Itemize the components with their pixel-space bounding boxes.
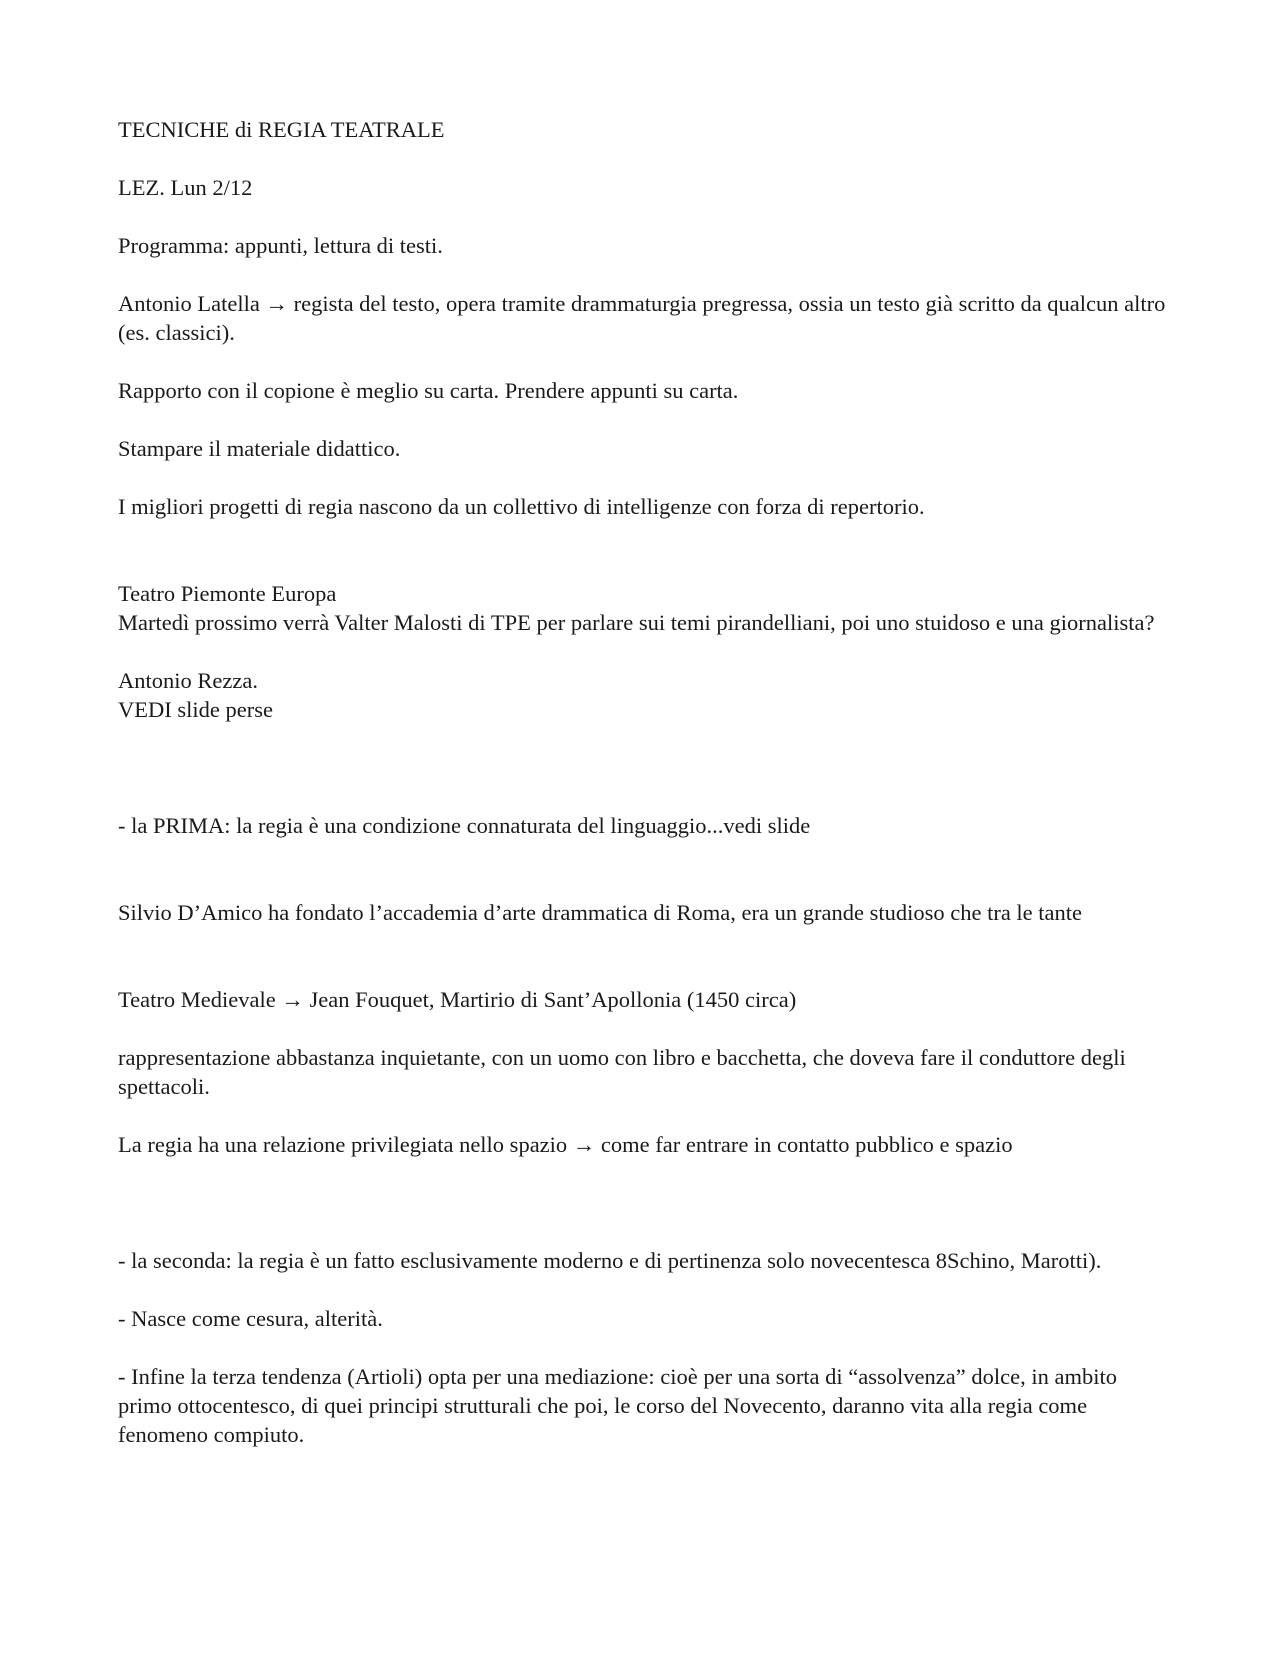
paragraph-stampare: Stampare il materiale didattico. xyxy=(118,436,401,461)
lesson-date: LEZ. Lun 2/12 xyxy=(118,175,253,200)
paragraph-malosti: Martedì prossimo verrà Valter Malosti di TPE per parlare sui temi pirandelliani, poi uno stuidoso e una giornalista? xyxy=(118,610,1155,635)
paragraph-rezza: Antonio Rezza. xyxy=(118,668,258,693)
paragraph-tpe-heading: Teatro Piemonte Europa xyxy=(118,581,337,606)
paragraph-terza: - Infine la terza tendenza (Artioli) opta per una mediazione: cioè per una sorta di “assolvenza” dolce, in ambito primo ottocentesco, di quei principi strutturali che poi, le corso del Novecento, daranno vita alla regia come fenomeno compiuto. xyxy=(118,1364,1117,1447)
paragraph-spazio: La regia ha una relazione privilegiata nello spazio → come far entrare in contatto pubblico e spazio xyxy=(118,1132,1013,1157)
paragraph-cesura: - Nasce come cesura, alterità. xyxy=(118,1306,383,1331)
paragraph-progetti: I migliori progetti di regia nascono da un collettivo di intelligenze con forza di repertorio. xyxy=(118,494,925,519)
paragraph-damico: Silvio D’Amico ha fondato l’accademia d’arte drammatica di Roma, era un grande studioso che tra le tante xyxy=(118,900,1083,925)
paragraph-rappresentazione: rappresentazione abbastanza inquietante, con un uomo con libro e bacchetta, che doveva fare il conduttore degli spettacoli. xyxy=(118,1045,1126,1099)
paragraph-copione: Rapporto con il copione è meglio su carta. Prendere appunti su carta. xyxy=(118,378,739,403)
paragraph-vedi-slide: VEDI slide perse xyxy=(118,697,273,722)
paragraph-programma: Programma: appunti, lettura di testi. xyxy=(118,233,443,258)
paragraph-latella: Antonio Latella → regista del testo, opera tramite drammaturgia pregressa, ossia un testo già scritto da qualcun altro (es. classici). xyxy=(118,291,1166,345)
paragraph-medievale: Teatro Medievale → Jean Fouquet, Martirio di Sant’Apollonia (1450 circa) xyxy=(118,987,797,1012)
paragraph-seconda: - la seconda: la regia è un fatto esclusivamente moderno e di pertinenza solo novecentesca 8Schino, Marotti). xyxy=(118,1248,1102,1273)
document-page xyxy=(118,115,1173,1449)
paragraph-prima: - la PRIMA: la regia è una condizione connaturata del linguaggio...vedi slide xyxy=(118,813,811,838)
document-title: TECNICHE di REGIA TEATRALE xyxy=(118,117,445,142)
